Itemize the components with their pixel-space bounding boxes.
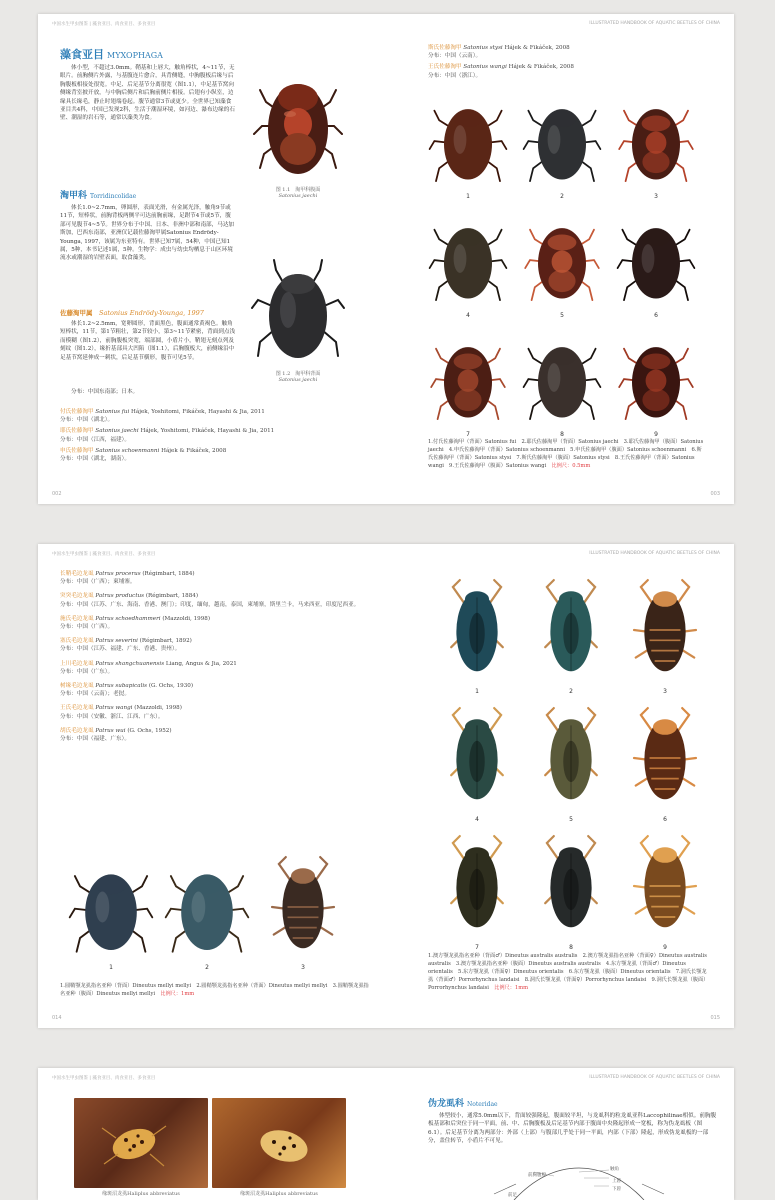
species-distribution: 分布：中国（江西，福建）。: [60, 436, 130, 443]
diagram-label: 前胸腹板: [528, 1173, 546, 1178]
species-name-latin: Patrus schoedhammeri: [95, 615, 161, 622]
specimen-number: 4: [475, 816, 479, 823]
diagram-label: 触角: [610, 1167, 619, 1172]
family-title-cn: 淘甲科: [60, 191, 88, 201]
family-title: [428, 1096, 498, 1109]
beetle-specimen-illustration: [528, 830, 614, 942]
running-head: 中国水生甲虫图鉴 | 藻食亚目、肉食亚目、多食亚目: [52, 22, 156, 27]
diagram-label: 下唇: [612, 1187, 621, 1192]
specimen-number: 2: [560, 193, 564, 200]
plate-caption: [428, 952, 710, 992]
specimen-number: 4: [466, 312, 470, 319]
specimen-number: 9: [663, 944, 667, 951]
spread-whirligig: [38, 544, 734, 1028]
beetle-specimen-illustration: [428, 88, 508, 191]
specimen-number: 7: [475, 944, 479, 951]
family-title-cn: 伪龙虱科: [428, 1099, 465, 1109]
species-entry: [60, 682, 370, 698]
specimen-photo: [522, 326, 602, 429]
running-head: ILLUSTRATED HANDBOOK OF AQUATIC BEETLES OF CHINA: [589, 551, 720, 556]
specimen-photo: [434, 702, 520, 814]
plate-caption: [428, 438, 704, 470]
species-distribution: 分布：中国（福建、广东）。: [60, 736, 130, 743]
beetle-specimen-illustration: [528, 574, 614, 686]
specimen-number: 7: [466, 431, 470, 438]
species-author: Liang, Angus & Jia, 2021: [165, 660, 237, 667]
species-name-latin: Satonius schoenmanni: [95, 447, 160, 454]
page-number: 015: [710, 1015, 720, 1021]
species-name-latin: Patrus subapicalis: [95, 683, 148, 690]
species-entry: [60, 704, 370, 720]
figure-1-2-caption-text: 图 1.2 淘甲科背面: [275, 371, 321, 377]
species-name-latin: Satonius wangi: [463, 64, 507, 71]
species-name-cn: 付氏佐藤淘甲: [60, 409, 94, 415]
species-name-latin: Satonius jaechi: [95, 428, 139, 435]
specimen-number: 9: [654, 431, 658, 438]
figure-1-2-caption: [246, 370, 350, 383]
specimen-number: 5: [569, 816, 573, 823]
page-number: 014: [52, 1015, 62, 1021]
genus-title: [60, 308, 204, 317]
species-name-cn: 树缘毛边龙虱: [60, 683, 94, 690]
species-author: Hájek & Fikáček, 2008: [508, 64, 574, 71]
species-name-cn: 王氏佐藤淘甲: [428, 64, 462, 71]
specimen-photo: [434, 830, 520, 942]
diagram-label: 上唇: [612, 1179, 621, 1184]
section-title: [60, 46, 163, 62]
plate-caption-text: 1.澳方颚龙虱指名亚种（背面♂）Dineutus australis australis 2.澳方颚龙虱指名亚种（背面♀）Dineutus australis australis 3.澳方颚龙虱指名亚种（腹面）Dineutus australis australis 4.东方颚龙虱（背面♂）Dineutus orientalis 5.东方颚龙虱（背面♀）Dineutus orientalis 6.东方颚龙虱（腹面）Dineutus orientalis 7.洞氏长颚龙虱（背面♂）Porrorhynchus landaisi 8.洞氏长颚龙虱（背面♀）Porrorhynchus landaisi 9.洞氏长颚龙虱（腹面）Porrorhynchus landaisi: [428, 953, 709, 991]
species-name-latin: Patrus procerus: [95, 571, 141, 577]
family-title-latin: Torridincolidae: [90, 193, 137, 200]
specimen-photo: [164, 852, 250, 962]
beetle-specimen-illustration: [434, 702, 520, 814]
plate-caption: [60, 982, 370, 998]
species-distribution: 分布：中国（广西）。: [60, 624, 114, 631]
specimen-photo: [622, 702, 708, 814]
specimen-photo: [528, 702, 614, 814]
page-left-002: [38, 14, 386, 504]
beetle-specimen-illustration: [616, 88, 696, 191]
genus-title-cn: 佐藤淘甲属: [60, 309, 93, 317]
species-author: (Régimbart, 1892): [139, 638, 192, 645]
running-head: ILLUSTRATED HANDBOOK OF AQUATIC BEETLES OF CHINA: [589, 21, 720, 26]
specimen-number: 1: [109, 964, 113, 971]
species-entry: [60, 637, 370, 653]
beetle-specimen-illustration: [164, 852, 250, 962]
specimen-photo: [528, 574, 614, 686]
species-name-line: [60, 704, 370, 712]
beetle-specimen-illustration: [622, 574, 708, 686]
specimen-number: 6: [663, 816, 667, 823]
beetle-specimen-illustration: [522, 326, 602, 429]
specimen-photo: [528, 830, 614, 942]
specimen-photo: [622, 574, 708, 686]
species-name-line: [60, 660, 370, 668]
genus-title-latin: Satonius Endrödy-Younga, 1997: [99, 309, 204, 317]
specimen-photo: [434, 574, 520, 686]
specimen-photo: [428, 207, 508, 310]
habitat-photo-1: [74, 1098, 208, 1188]
specimen-number: 1: [466, 193, 470, 200]
species-name-cn: 斯氏佐藤淘甲: [428, 45, 462, 51]
species-entry: [60, 447, 360, 463]
figure-1-1-caption: [246, 186, 350, 199]
diagram-label: 前足: [508, 1193, 517, 1198]
beetle-specimen-illustration: [428, 326, 508, 429]
species-name-line: [60, 637, 370, 645]
specimen-number: 1: [475, 688, 479, 695]
species-name-line: [60, 727, 370, 735]
figure-1-1-caption-text: 图 1.1 淘甲科腹面: [275, 187, 321, 193]
species-name-line: [60, 682, 370, 690]
beetle-specimen-illustration: [522, 207, 602, 310]
habitat-photo-2: [212, 1098, 346, 1188]
family-title-latin: Noteridae: [467, 1101, 498, 1108]
species-distribution: 分布：中国（云南）。: [428, 53, 482, 60]
photo-2-caption: 缘斑沼龙虱Haliplus abbreviatus: [240, 1191, 318, 1197]
page-left-014: [38, 544, 386, 1028]
species-name-cn: 突突毛边龙虱: [60, 593, 94, 600]
species-entry: [60, 427, 360, 443]
species-name-latin: Patrus wangi: [95, 705, 133, 712]
specimen-number: 3: [301, 964, 305, 971]
section-title-latin: MYXOPHAGA: [107, 51, 163, 60]
species-author: (Régimbart, 1884): [145, 593, 199, 600]
species-distribution: 分布：中国（江苏、福建、广东、香港、贵州）。: [60, 646, 181, 653]
beetle-specimen-illustration: [622, 830, 708, 942]
genus-body: 体长1.2~2.5mm，宽卵圆形，背面黑色，腹面通常黄褐色。触角短棒状，11节，第1节粗壮，第2节较小，第3~11节紧密，背面到点浅而模糊（图1.2），前胸腹板突宽，端部圆，小盾片小，鞘翅无刻点列及刻纹（图1.2），缘折基部具大凹陷（图1.1），后胸腹板大，前侧缘沿中足基节窝延伸成一刺状，后足基节横形，腹节可见5节。: [60, 321, 236, 361]
spread-noteridae: [38, 1068, 734, 1200]
species-author: Hájek, Yoshitomi, Fikáček, Hayashi & Jia, 2011: [131, 409, 265, 415]
species-distribution: 分布：中国（湖北）。: [60, 417, 114, 424]
scale-bar-label: 比例尺：0.5mm: [551, 463, 591, 469]
species-author: Hájek, Yoshitomi, Fikáček, Hayashi & Jia, 2011: [140, 428, 275, 435]
species-name-latin: Satonius fui: [95, 409, 130, 415]
species-entry: [428, 44, 718, 60]
species-list: [60, 570, 370, 749]
specimen-photo: [616, 88, 696, 191]
beetle-specimen-illustration: [622, 702, 708, 814]
photo-1-caption: 缘斑沼龙虱Haliplus abbreviatus: [102, 1191, 180, 1197]
specimen-photo: [260, 852, 346, 962]
page-left-haliplus: [38, 1068, 386, 1200]
species-name-cn: 申氏佐藤淘甲: [60, 447, 94, 454]
scale-bar-label: 比例尺：1mm: [494, 985, 529, 991]
beetle-specimen-illustration: [68, 852, 154, 962]
species-author: (Régimbart, 1884): [142, 571, 195, 577]
specimen-number: 8: [569, 944, 573, 951]
species-name-line: [428, 63, 718, 71]
specimen-photo: [522, 207, 602, 310]
species-distribution: 分布：中国（江苏、广东、海南、香港、澳门）；印度，缅甸，越南，泰国，柬埔寨，斯里兰卡，马来西亚，印度尼西亚。: [60, 601, 360, 608]
species-name-cn: 王氏毛边龙虱: [60, 705, 94, 712]
beetle-specimen-illustration: [528, 702, 614, 814]
family-title: [60, 188, 136, 201]
species-name-cn: 耶氏佐藤淘甲: [60, 428, 94, 435]
page-number: 002: [52, 491, 62, 497]
species-name-line: [60, 592, 370, 600]
beetle-specimen-illustration: [434, 830, 520, 942]
page-right-003: [386, 14, 734, 504]
genus-distribution: 分布：中国东南部；日本。: [71, 389, 139, 395]
species-list: [428, 44, 718, 83]
beetle-specimen-illustration: [522, 88, 602, 191]
species-entry: [428, 63, 718, 79]
specimen-photo: [616, 207, 696, 310]
specimen-number: 3: [654, 193, 658, 200]
species-distribution: 分布：中国（云南）；老挝。: [60, 691, 130, 698]
specimen-photo: [522, 88, 602, 191]
beetle-ventral-illustration: [248, 64, 348, 184]
beetle-specimen-illustration: [616, 207, 696, 310]
beetle-specimen-illustration: [428, 207, 508, 310]
species-name-latin: Patrus wui: [95, 727, 126, 734]
species-author: Hájek & Fikáček, 2008: [504, 45, 570, 51]
spread-satonius: [38, 14, 734, 504]
page-right-noteridae: [386, 1068, 734, 1200]
running-head: 中国水生甲虫图鉴 | 藻食亚目、肉食亚目、多食亚目: [52, 1076, 156, 1081]
page-number: 003: [710, 491, 720, 497]
page-right-015: [386, 544, 734, 1028]
species-name-cn: 施氏毛边龙虱: [60, 615, 94, 622]
figure-1-1-caption-latin: Satonius jaechi: [278, 193, 318, 199]
species-name-line: [60, 408, 360, 416]
species-entry: [60, 570, 370, 586]
species-distribution: 分布：中国（广西）；柬埔寨。: [60, 579, 136, 586]
specimen-number: 3: [663, 688, 667, 695]
species-author: (Mazzoldi, 1998): [134, 705, 182, 712]
species-name-line: [60, 615, 370, 623]
species-entry: [60, 408, 360, 424]
figure-1-2-caption-latin: Satonius jaechi: [278, 377, 318, 383]
species-author: (G. Ochs, 1952): [127, 727, 172, 734]
haliplus-photo-illustration: [212, 1098, 346, 1188]
specimen-number: 6: [654, 312, 658, 319]
specimen-number: 8: [560, 431, 564, 438]
species-distribution: 分布：中国（湖北，湖南）。: [60, 456, 130, 463]
photo-ventral-view: [248, 64, 348, 184]
beetle-specimen-illustration: [616, 326, 696, 429]
section-body: 体小型，不超过3.0mm。鞘基和上唇大，触角棒状，4~11节，无眼片。前胸侧片外露，与基腹连片愈合，具背侧缝，中胸腹板后缘与后胸腹板相接处很宽。中足、后足基节分离很宽（图1.1），中足基节窝向侧缘背室披开放，与中胸后侧片和后胸前侧片相接。后翅有小纵室，边缘具长缘毛，静止时翅端卷起。腹节通常3节或更少。全世界已知藻食亚目共4科，中国已发现2科，生活于潮湿环境，如河边、瀑布边缘的石壁、潮湿的岩石等，通常以藻类为食。: [60, 65, 235, 122]
species-author: (Mazzoldi, 1998): [162, 615, 210, 622]
species-name-latin: Patrus shangchuanensis: [95, 660, 165, 667]
species-name-latin: Patrus productus: [95, 593, 145, 600]
specimen-photo: [622, 830, 708, 942]
noteridae-ventral-diagram: [434, 1164, 724, 1200]
plate-caption-text: 1.付氏佐藤淘甲（背面）Satonius fui 2.耶氏佐藤淘甲（背面）Satonius jaechi 3.耶氏佐藤淘甲（腹面）Satonius jaechi 4.申氏佐藤淘甲（背面）Satonius schoenmanni 5.申氏佐藤淘甲（腹面）Satonius schoenmanni 6.斯氏佐藤淘甲（背面）Satonius stysi 7.斯氏佐藤淘甲（腹面）Satonius stysi 8.王氏佐藤淘甲（背面）Satonius wangi 9.王氏佐藤淘甲（腹面）Satonius wangi: [428, 439, 704, 469]
species-entry: [60, 660, 370, 676]
species-distribution: 分布：中国（安徽、浙江、江西、广东）。: [60, 713, 164, 720]
specimen-photo: [428, 88, 508, 191]
specimen-photo: [68, 852, 154, 962]
species-author: (G. Ochs, 1930): [148, 683, 194, 690]
plate-caption-text: 1.圆鞘颚龙虱指名亚种（背面）Dineutus mellyi mellyi 2.圆鞘颚龙虱指名亚种（背面）Dineutus mellyi mellyi 3.圆鞘颚龙虱指名亚种（腹面）Dineutus mellyi mellyi: [60, 983, 369, 997]
scale-bar-label: 比例尺：1mm: [160, 991, 195, 997]
species-entry: [60, 727, 370, 743]
species-name-line: [60, 447, 360, 455]
species-list: [60, 408, 360, 466]
beetle-specimen-illustration: [260, 852, 346, 962]
species-entry: [60, 592, 370, 608]
species-name-line: [60, 427, 360, 435]
beetle-dorsal-illustration: [248, 250, 348, 370]
species-name-cn: 上川毛边龙虱: [60, 660, 94, 667]
species-distribution: 分布：中国（浙江）。: [428, 72, 482, 79]
species-name-cn: 胡氏毛边龙虱: [60, 727, 94, 734]
species-name-line: [428, 44, 718, 52]
species-distribution: 分布：中国（广东）。: [60, 668, 114, 675]
photo-dorsal-view: [248, 250, 348, 370]
family-body: 体长1.0~2.7mm，卵圆形，表面光滑，有金属光泽，触角9节或11节，短棒状，前胸背板两侧平可达前胸前缘，足跗节4节或5节，腹部可见腹节4~5节。世界分布于中国、日本、非洲中部和南部，马达加斯加，巴西东南部，亚洲仅记载佐藤淘甲属Satonius Endrödy-Younga, 1997，该属为东亚特有。世界已知7属，54种，中国已知1属，5种，本书记述1属，5种。生物学：成虫与幼虫均栖息于山区环境流水或潮湿的岩壁表面，取食藻类。: [60, 205, 235, 262]
section-title-cn: 藻食亚目: [60, 48, 104, 61]
running-head: 中国水生甲虫图鉴 | 藻食亚目、肉食亚目、多食亚目: [52, 552, 156, 557]
family-body: 体型较小，通常5.0mm以下，背面较强隆起，腹面较平坦，与龙虱科的粒龙虱亚科Laccophilinae相似。前胸腹板基部和后突位于同一平面，前、中、后胸腹板及后足基节内部于腹面中央隆起形成一宽板，称为伪龙虱板（图6.1）。后足基节分离为两部分：外部（上部）与腹部几乎处于同一平面，内部（下部）隆起，形成伪龙虱板的一部分，盖住转节，小盾片不可见。: [428, 1113, 717, 1145]
specimen-photo: [428, 326, 508, 429]
specimen-photo: [616, 326, 696, 429]
species-entry: [60, 615, 370, 631]
species-name-cn: 长鞘毛边龙虱: [60, 571, 94, 577]
specimen-number: 2: [569, 688, 573, 695]
specimen-number: 5: [560, 312, 564, 319]
species-name-line: [60, 570, 370, 578]
species-name-latin: Satonius stysi: [463, 45, 503, 51]
species-author: Hájek & Fikáček, 2008: [161, 447, 227, 454]
specimen-number: 2: [205, 964, 209, 971]
beetle-specimen-illustration: [434, 574, 520, 686]
haliplus-photo-illustration: [74, 1098, 208, 1188]
species-name-cn: 塞氏毛边龙虱: [60, 638, 94, 645]
running-head: ILLUSTRATED HANDBOOK OF AQUATIC BEETLES OF CHINA: [589, 1075, 720, 1080]
species-name-latin: Patrus severini: [95, 638, 138, 645]
